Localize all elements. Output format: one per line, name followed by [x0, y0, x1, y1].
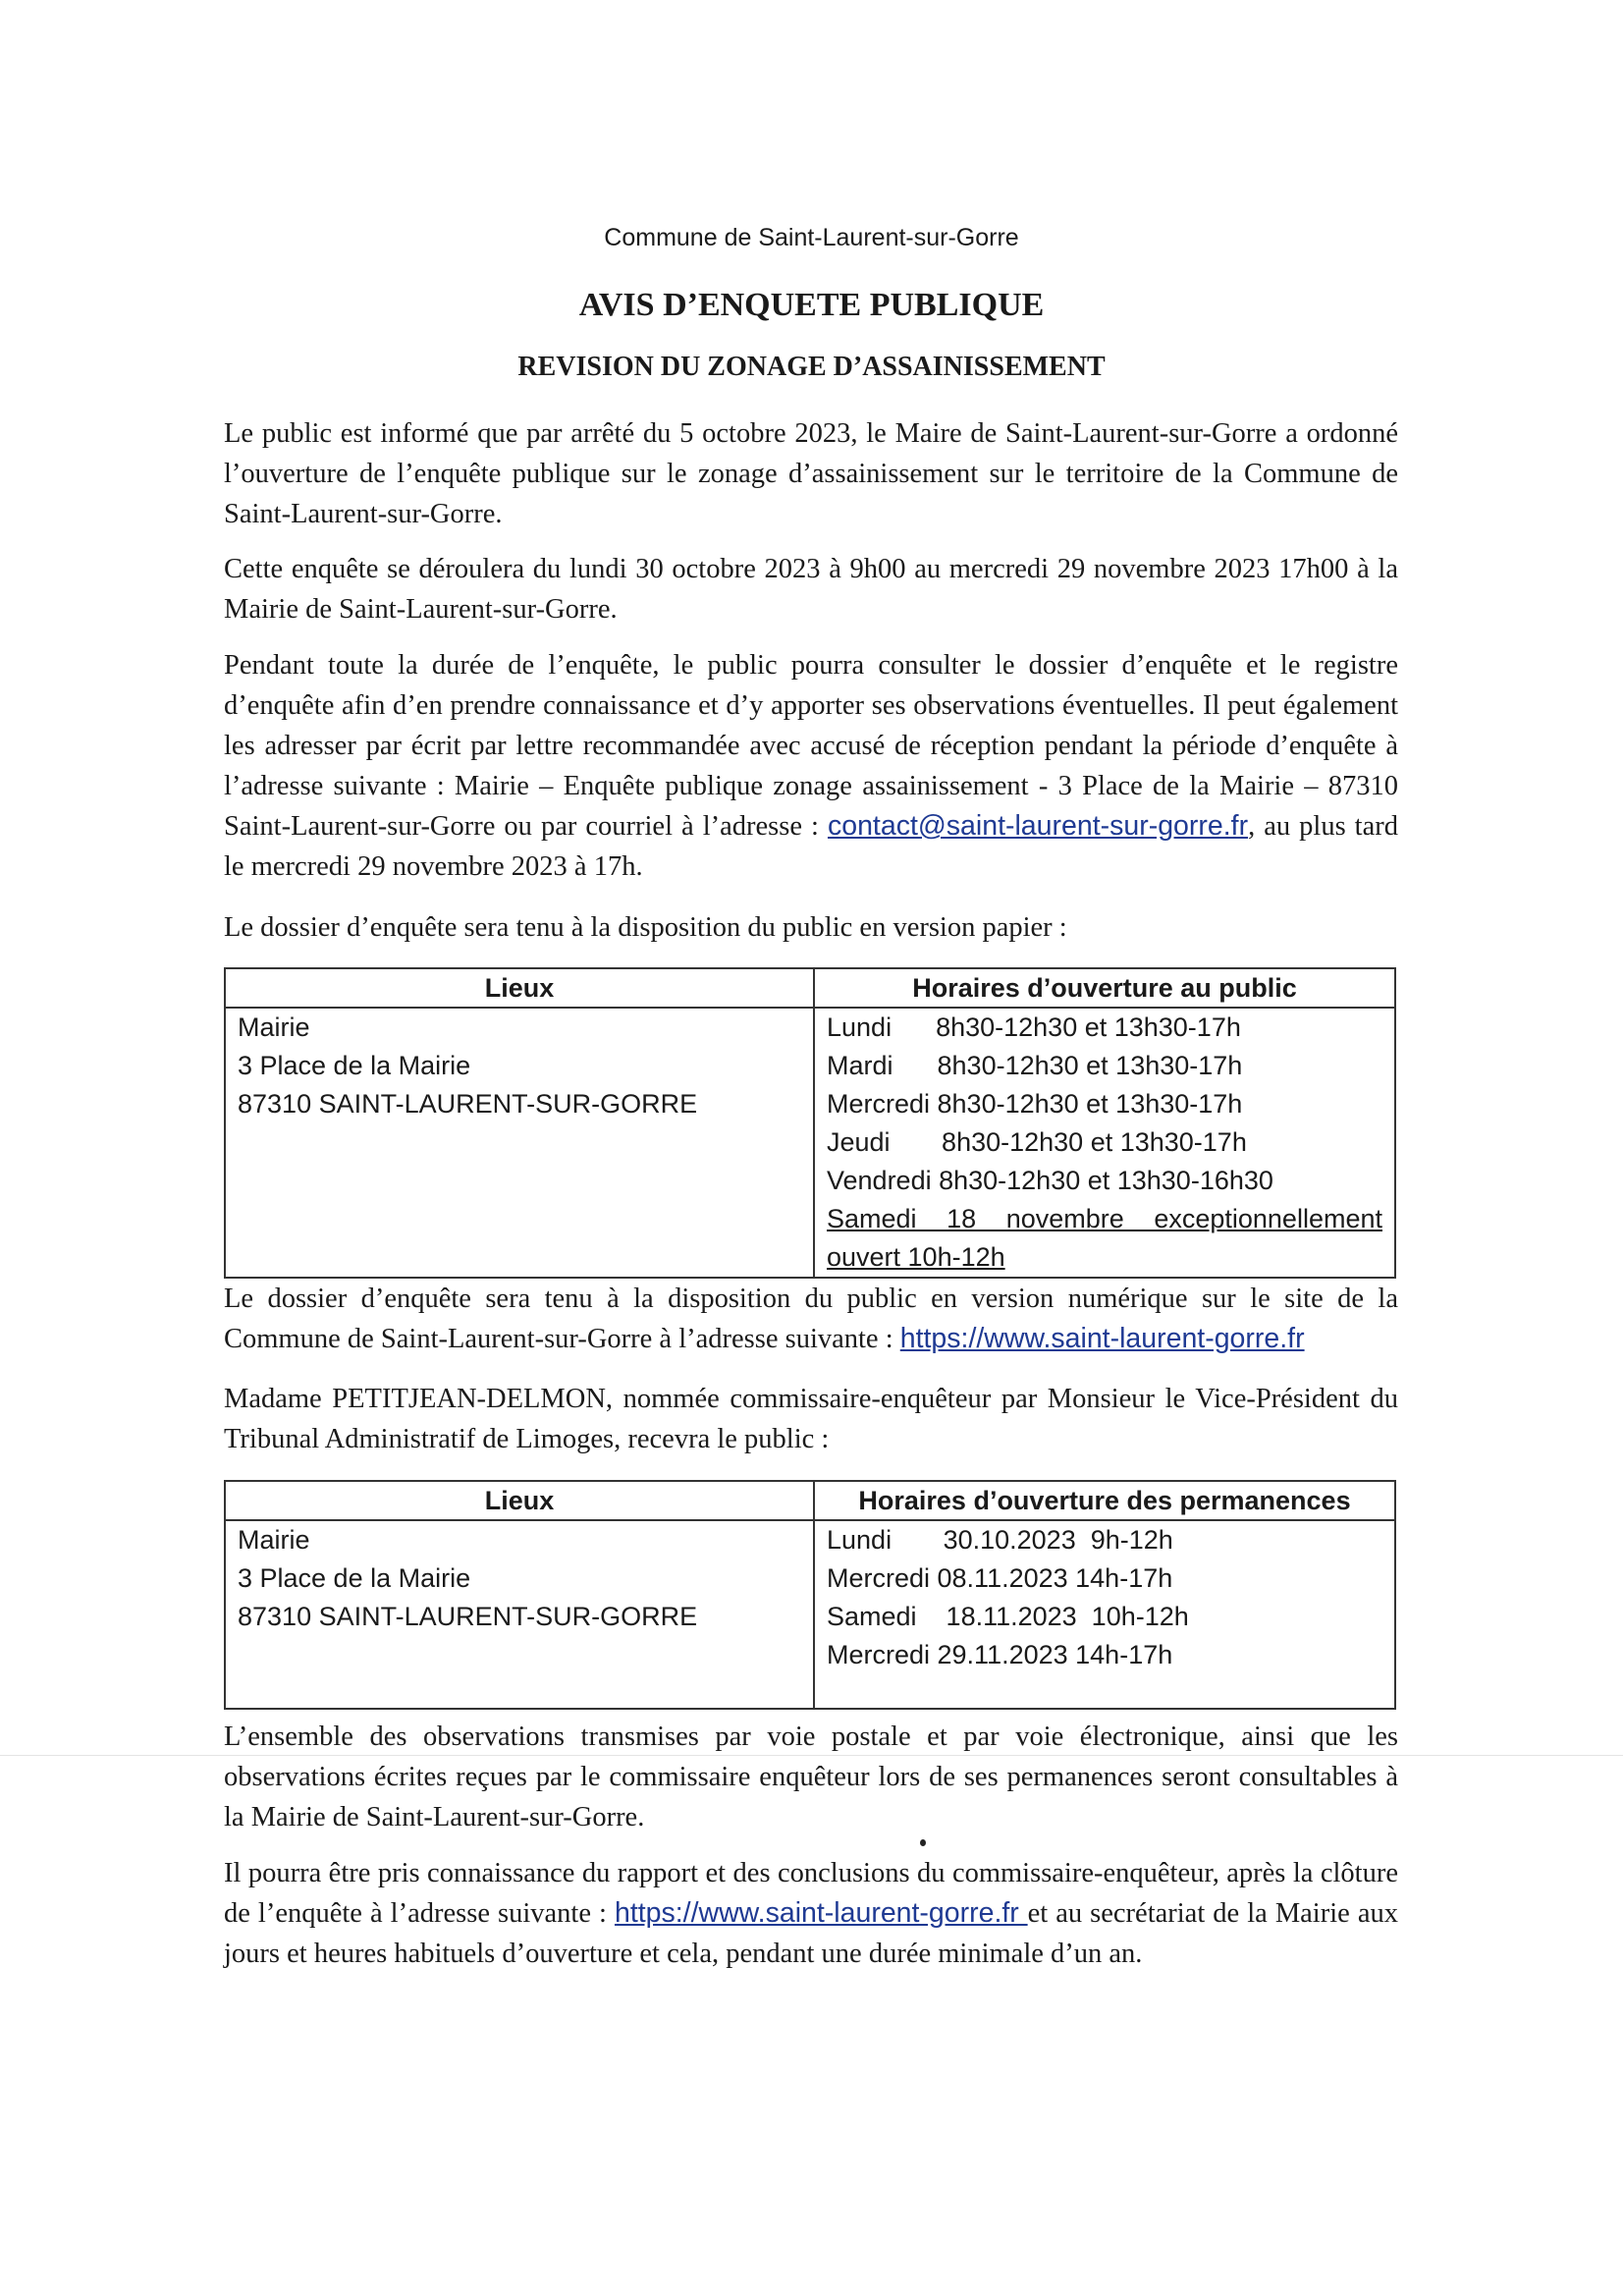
permanence-line: Mercredi 08.11.2023 14h-17h: [827, 1563, 1173, 1593]
hours-line: Lundi 8h30-12h30 et 13h30-17h: [827, 1012, 1241, 1042]
website-link[interactable]: https://www.saint-laurent-gorre.fr: [614, 1897, 1028, 1929]
scan-mark: [920, 1839, 926, 1846]
address-line: 87310 SAINT-LAURENT-SUR-GORRE: [238, 1089, 698, 1119]
permanence-line: Samedi 18.11.2023 10h-12h: [827, 1602, 1189, 1631]
paragraph-digital-version: [224, 1279, 1398, 1359]
table-header-horaires: Horaires d’ouverture au public: [814, 968, 1395, 1008]
address-line: Mairie: [238, 1525, 310, 1555]
address-line: Mairie: [238, 1012, 310, 1042]
address-cell: [225, 1520, 814, 1709]
digital-version-text: Le dossier d’enquête sera tenu à la disposition du public en version numérique sur le site de la Commune de Saint-Laurent-sur-Gorre à l’adresse suivante :: [224, 1284, 1398, 1354]
hours-line: Jeudi 8h30-12h30 et 13h30-17h: [827, 1127, 1247, 1157]
table-header-lieux: Lieux: [225, 1481, 814, 1520]
address-line: 87310 SAINT-LAURENT-SUR-GORRE: [238, 1602, 698, 1631]
paragraph-rapport: [224, 1853, 1398, 1974]
table-header-permanences: Horaires d’ouverture des permanences: [814, 1481, 1395, 1520]
saturday-exception: Samedi 18 novembre exceptionnellement ouvert 10h-12h: [827, 1204, 1382, 1272]
opening-hours-table: [224, 967, 1396, 1279]
email-link[interactable]: contact@saint-laurent-sur-gorre.fr: [827, 810, 1249, 842]
consultation-deadline: , au plus tard le mercredi 29 novembre 2023 à 17h.: [224, 811, 1398, 882]
paragraph-commissaire: Madame PETITJEAN-DELMON, nommée commissaire-enquêteur par Monsieur le Vice-Président du Tribunal Administratif de Limoges, recevra le public :: [224, 1384, 1398, 1454]
permanences-table: [224, 1480, 1396, 1710]
rapport-text: Il pourra être pris connaissance du rapport et des conclusions du commissaire-enquêteur, après la clôture de l’enquête à l’adresse suivante :: [224, 1858, 1398, 1929]
address-line: 3 Place de la Mairie: [238, 1563, 471, 1593]
paragraph-arrete: Le public est informé que par arrêté du 5 octobre 2023, le Maire de Saint-Laurent-sur-Gorre a ordonné l’ouverture de l’enquête publique sur le zonage d’assainissement sur le territoire de la Commune de Saint-Laurent-sur-Gorre.: [224, 418, 1398, 529]
hours-line: Vendredi 8h30-12h30 et 13h30-16h30: [827, 1166, 1273, 1195]
table-header-lieux: Lieux: [225, 968, 814, 1008]
permanences-cell: [814, 1520, 1395, 1709]
notice-subtitle: REVISION DU ZONAGE D’ASSAINISSEMENT: [517, 352, 1106, 382]
website-link[interactable]: https://www.saint-laurent-gorre.fr: [899, 1323, 1305, 1354]
notice-title: AVIS D’ENQUETE PUBLIQUE: [578, 287, 1045, 323]
permanence-line: Mercredi 29.11.2023 14h-17h: [827, 1640, 1173, 1669]
hours-line: Mercredi 8h30-12h30 et 13h30-17h: [827, 1089, 1243, 1119]
paragraph-observations: L’ensemble des observations transmises par voie postale et par voie électronique, ainsi que les observations écrites reçues par le commissaire enquêteur lors de ses permanences seront consultables à la Mairie de Saint-Laurent-sur-Gorre.: [224, 1722, 1398, 1832]
address-line: 3 Place de la Mairie: [238, 1051, 471, 1080]
hours-cell: [814, 1008, 1395, 1278]
commune-name: Commune de Saint-Laurent-sur-Gorre: [604, 224, 1019, 251]
paragraph-paper-version: Le dossier d’enquête sera tenu à la disposition du public en version papier :: [224, 912, 1067, 943]
rapport-text-end: et au secrétariat de la Mairie aux jours et heures habituels d’ouverture et cela, pendant une durée minimale d’un an.: [224, 1898, 1398, 1969]
table-row: [225, 1520, 1395, 1709]
table-row: [225, 1008, 1395, 1278]
consultation-text: Pendant toute la durée de l’enquête, le public pourra consulter le dossier d’enquête et le registre d’enquête afin d’en prendre connaissance et d’y apporter ses observations éventuelles. Il peut également les adresser par écrit par lettre recommandée avec accusé de réception pendant la période d’enquête à l’adresse suivante : Mairie – Enquête publique zonage assainissement - 3 Place de la Mairie – 87310 Saint-Laurent-sur-Gorre ou par courriel à l’adresse :: [224, 650, 1398, 842]
paragraph-consultation: [224, 645, 1398, 887]
hours-line: Mardi 8h30-12h30 et 13h30-17h: [827, 1051, 1243, 1080]
paragraph-dates: Cette enquête se déroulera du lundi 30 octobre 2023 à 9h00 au mercredi 29 novembre 2023 17h00 à la Mairie de Saint-Laurent-sur-Gorre.: [224, 554, 1398, 625]
permanence-line: Lundi 30.10.2023 9h-12h: [827, 1525, 1173, 1555]
address-cell: [225, 1008, 814, 1278]
